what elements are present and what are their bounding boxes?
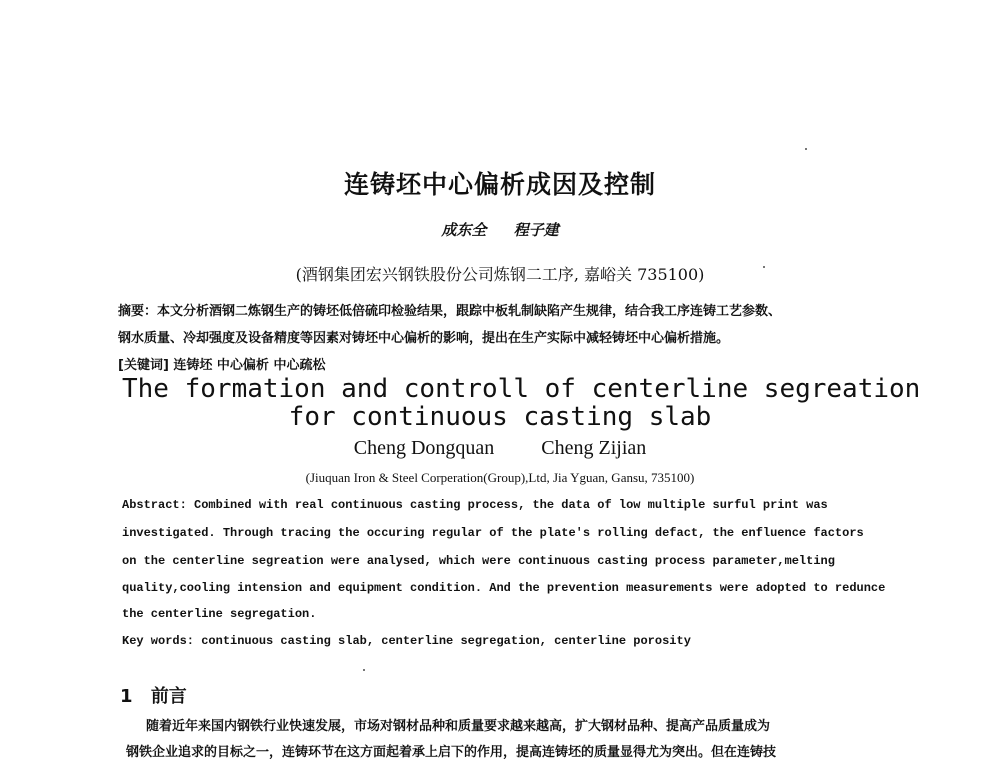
chinese-abstract-line: 摘要：本文分析酒钢二炼钢生产的铸坯低倍硫印检验结果，跟踪中板轧制缺陷产生规律，结合我工序连铸工艺参数、 <box>118 304 782 319</box>
chinese-affiliation: (酒钢集团宏兴钢铁股份公司炼钢二工序, 嘉峪关 735100) <box>295 265 705 284</box>
chinese-author-2: 程子建 <box>513 221 559 239</box>
body-text-line: 钢铁企业追求的目标之一，连铸环节在这方面起着承上启下的作用，提高连铸坯的质量显得尤为突出。但在连铸技 <box>126 745 777 760</box>
english-title-line-2: for continuous casting slab <box>288 402 712 432</box>
english-author-2: Cheng Zijian <box>541 437 647 459</box>
chinese-title: 连铸坯中心偏析成因及控制 <box>343 170 656 199</box>
english-abstract-line: quality,cooling intension and equipment condition. And the prevention measurements were adopted to redunce <box>122 581 886 595</box>
english-keywords: Key words: continuous casting slab, centerline segregation, centerline porosity <box>122 634 691 648</box>
english-affiliation: (Jiuquan Iron & Steel Corperation(Group),Ltd, Jia Yguan, Gansu, 735100) <box>305 470 695 485</box>
english-abstract-line: on the centerline segreation were analysed, which were continuous casting process parameter,melting <box>122 554 835 568</box>
chinese-abstract-line: 钢水质量、冷却强度及设备精度等因素对铸坯中心偏析的影响，提出在生产实际中减轻铸坯中心偏析措施。 <box>118 331 730 346</box>
english-author-1: Cheng Dongquan <box>353 437 495 459</box>
body-text-line: 随着近年来国内钢铁行业快速发展，市场对钢材品种和质量要求越来越高，扩大钢材品种、提高产品质量成为 <box>146 719 771 734</box>
english-title-line-1: The formation and controll of centerline segreation <box>122 374 921 404</box>
chinese-author-1: 成东全 <box>441 221 487 239</box>
english-abstract-line: Abstract: Combined with real continuous casting process, the data of low multiple surful print was <box>122 498 828 512</box>
scan-speck <box>363 669 365 671</box>
english-authors <box>0 437 1000 460</box>
chinese-authors <box>0 219 1000 240</box>
section-title: 前言 <box>150 686 187 707</box>
english-abstract-line: investigated. Through tracing the occuring regular of the plate's rolling defact, the enfluence factors <box>122 526 864 540</box>
scan-speck <box>763 266 765 268</box>
scan-speck <box>805 148 807 150</box>
english-abstract-line: the centerline segregation. <box>122 607 317 621</box>
section-heading <box>120 682 187 708</box>
chinese-keywords: [关键词] 连铸坯 中心偏析 中心疏松 <box>118 358 326 373</box>
section-number: 1 <box>120 686 133 707</box>
